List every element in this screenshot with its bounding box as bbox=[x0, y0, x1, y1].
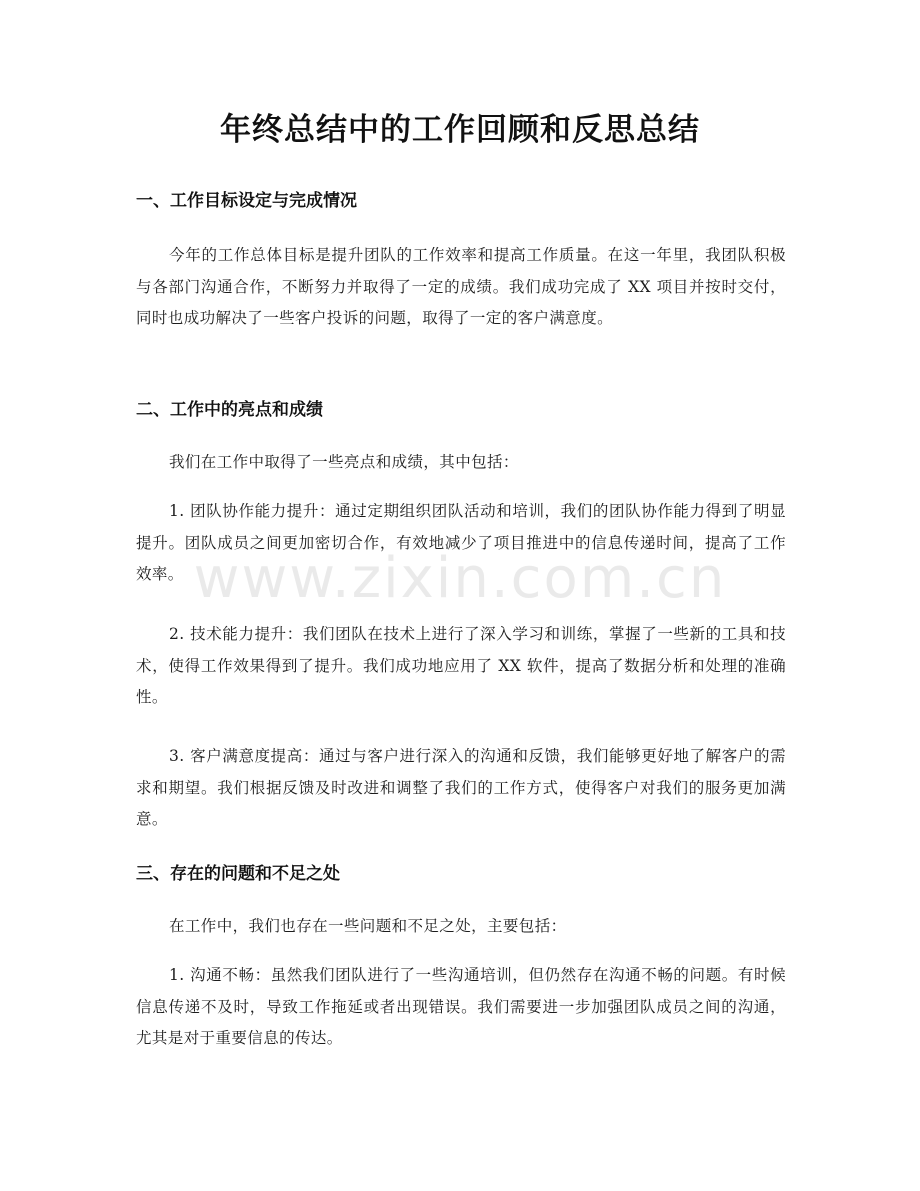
section-2-item-2: 2. 技术能力提升：我们团队在技术上进行了深入学习和训练，掌握了一些新的工具和技术，使得工作效果得到了提升。我们成功地应用了 XX 软件，提高了数据分析和处理的准确性。 bbox=[136, 625, 786, 706]
section-3-paragraph-1: 在工作中，我们也存在一些问题和不足之处，主要包括： bbox=[169, 917, 567, 935]
section-2-item-3: 3. 客户满意度提高：通过与客户进行深入的沟通和反馈，我们能够更好地了解客户的需求和期望。我们根据反馈及时改进和调整了我们的工作方式，使得客户对我们的服务更加满意。 bbox=[136, 747, 786, 828]
section-heading-2: 二、工作中的亮点和成绩 bbox=[136, 400, 323, 420]
document-title: 年终总结中的工作回顾和反思总结 bbox=[220, 112, 700, 148]
section-3-item-1: 1. 沟通不畅：虽然我们团队进行了一些沟通培训，但仍然存在沟通不畅的问题。有时候信息传递不及时，导致工作拖延或者出现错误。我们需要进一步加强团队成员之间的沟通，尤其是对于重要信息的传达。 bbox=[136, 966, 786, 1047]
section-2-item-1: 1. 团队协作能力提升：通过定期组织团队活动和培训，我们的团队协作能力得到了明显提升。团队成员之间更加密切合作，有效地减少了项目推进中的信息传递时间，提高了工作效率。 bbox=[136, 502, 786, 583]
section-1-paragraph-1: 今年的工作总体目标是提升团队的工作效率和提高工作质量。在这一年里，我团队积极与各部门沟通合作，不断努力并取得了一定的成绩。我们成功完成了 XX 项目并按时交付，同时也成功解决了一些客户投诉的问题，取得了一定的客户满意度。 bbox=[136, 246, 786, 327]
section-heading-1: 一、工作目标设定与完成情况 bbox=[136, 191, 357, 211]
section-2-paragraph-1: 我们在工作中取得了一些亮点和成绩，其中包括： bbox=[169, 453, 519, 471]
watermark: www.zixin.com.cn bbox=[193, 546, 727, 611]
section-heading-3: 三、存在的问题和不足之处 bbox=[136, 864, 340, 884]
